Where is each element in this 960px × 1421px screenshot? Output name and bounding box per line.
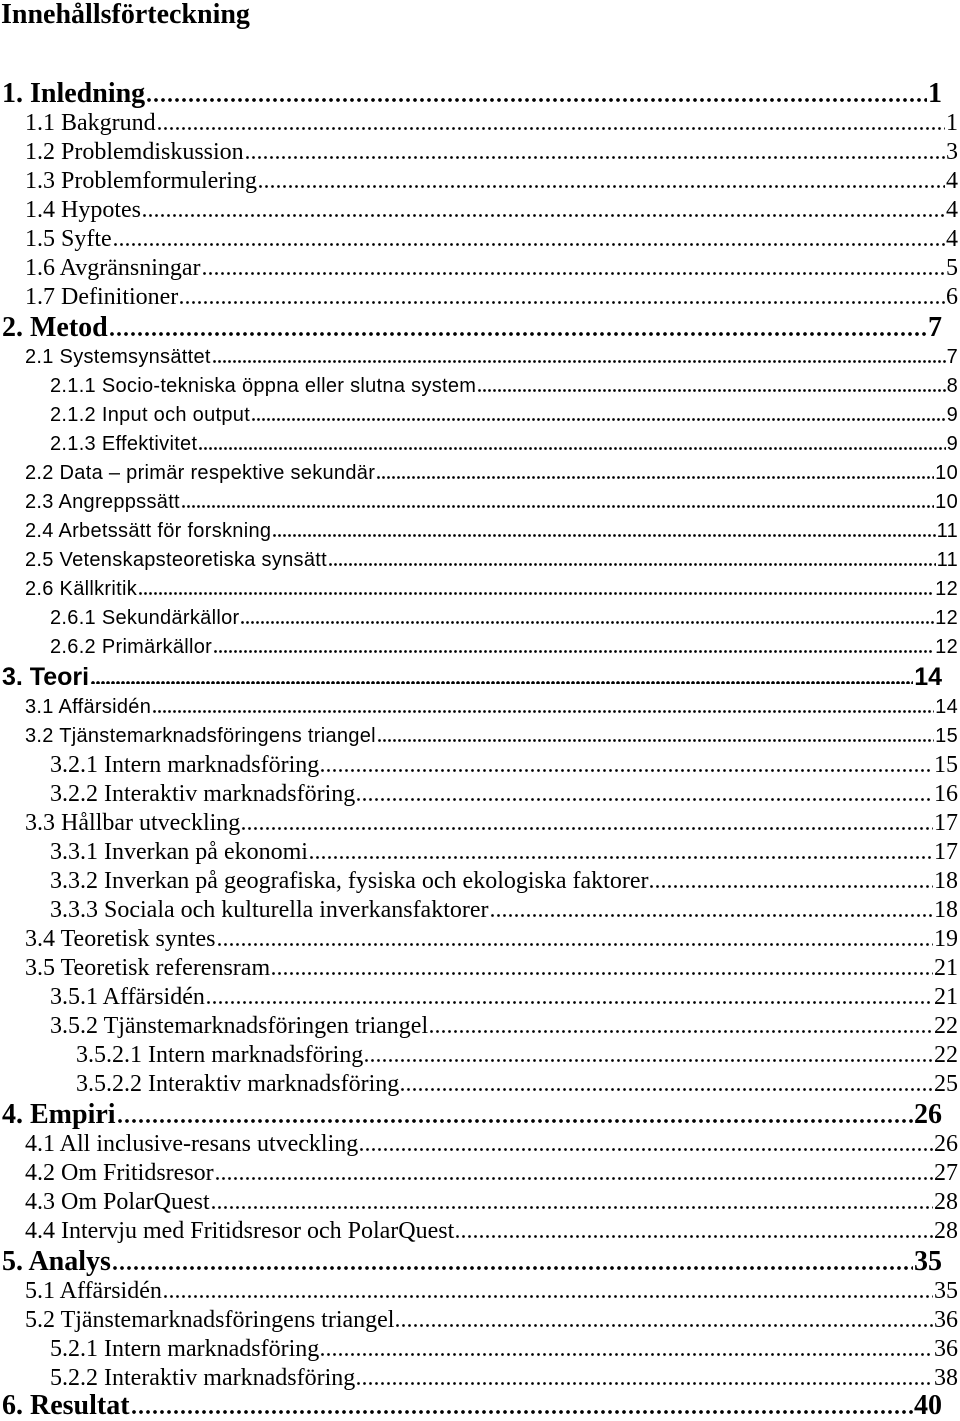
toc-entry-page-number: 4 xyxy=(946,225,958,252)
toc-entry-title: 2.6 Källkritik xyxy=(25,577,138,600)
dot-leader xyxy=(218,943,933,946)
toc-entry xyxy=(0,575,960,604)
toc-entry xyxy=(0,430,960,459)
dot-leader xyxy=(478,389,945,392)
toc-entry-title: 1. Inledning xyxy=(2,77,146,109)
toc-entry-page-number: 7 xyxy=(946,345,958,368)
toc-entry-page-number: 12 xyxy=(935,606,958,629)
dot-leader xyxy=(242,827,933,830)
dot-leader xyxy=(377,476,934,479)
toc-entry-page-number: 10 xyxy=(935,490,958,513)
dot-leader xyxy=(321,1353,933,1356)
toc-entry-title: 6. Resultat xyxy=(2,1389,130,1421)
dot-leader xyxy=(491,914,933,917)
dot-leader xyxy=(147,98,927,102)
toc-entry xyxy=(0,1217,960,1246)
toc-chapter-entry xyxy=(0,1389,960,1421)
dot-leader xyxy=(199,447,945,450)
toc-entry-title: 4.3 Om PolarQuest xyxy=(25,1188,210,1215)
toc-entry-title: 2.2 Data – primär respektive sekundär xyxy=(25,461,376,484)
toc-entry-title: 3.3.1 Inverkan på ekonomi xyxy=(50,838,308,865)
toc-entry-page-number: 28 xyxy=(934,1217,958,1244)
dot-leader xyxy=(365,1059,933,1062)
toc-entry xyxy=(0,517,960,546)
toc-entry-title: 3.4 Teoretisk syntes xyxy=(25,925,216,952)
toc-entry xyxy=(0,225,960,254)
toc-entry-title: 3.1 Affärsidén xyxy=(25,695,152,718)
dot-leader xyxy=(246,156,945,159)
toc-entry-page-number: 11 xyxy=(936,519,958,542)
toc-entry-title: 1.7 Definitioner xyxy=(25,283,179,310)
toc-entry-page-number: 9 xyxy=(946,403,958,426)
toc-entry-page-number: 26 xyxy=(934,1130,958,1157)
toc-entry xyxy=(0,254,960,283)
toc-entry-title: 4.4 Intervju med Fritidsresor och PolarQuest xyxy=(25,1217,455,1244)
toc-entry xyxy=(0,954,960,983)
toc-entry xyxy=(0,488,960,517)
toc-chapter-entry xyxy=(0,1099,960,1130)
dot-leader xyxy=(396,1324,933,1327)
toc-entry-title: 2.6.1 Sekundärkällor xyxy=(50,606,240,629)
toc-entry-title: 3.3 Hållbar utveckling xyxy=(25,809,241,836)
toc-entry-page-number: 18 xyxy=(934,896,958,923)
dot-leader xyxy=(456,1235,933,1238)
toc-entry-page-number: 6 xyxy=(946,283,958,310)
toc-entry-title: 3.3.2 Inverkan på geografiska, fysiska och ekologiska faktorer xyxy=(50,867,649,894)
dot-leader xyxy=(214,650,934,653)
toc-entry-page-number: 8 xyxy=(946,374,958,397)
toc-entry xyxy=(0,809,960,838)
toc-chapter-entry xyxy=(0,1246,960,1277)
dot-leader xyxy=(158,127,945,130)
toc-entry xyxy=(0,1070,960,1099)
toc-entry-page-number: 16 xyxy=(934,780,958,807)
toc-entry-title: 3.5.2.2 Interaktiv marknadsföring xyxy=(76,1070,400,1097)
toc-entry-page-number: 22 xyxy=(934,1041,958,1068)
toc-entry-page-number: 26 xyxy=(914,1098,942,1130)
toc-entry-page-number: 35 xyxy=(934,1277,958,1304)
toc-entry-title: 5.1 Affärsidén xyxy=(25,1277,162,1304)
toc-entry-page-number: 35 xyxy=(914,1245,942,1277)
toc-entry xyxy=(0,983,960,1012)
toc-entry-page-number: 38 xyxy=(934,1364,958,1391)
toc-entry xyxy=(0,604,960,633)
toc-entry xyxy=(0,196,960,225)
dot-leader xyxy=(207,1001,933,1004)
toc-entry-page-number: 4 xyxy=(946,167,958,194)
toc-entry xyxy=(0,1364,960,1393)
toc-entry-title: 3.5 Teoretisk referensram xyxy=(25,954,271,981)
toc-entry xyxy=(0,925,960,954)
toc-entry-page-number: 21 xyxy=(934,983,958,1010)
toc-entry xyxy=(0,751,960,780)
dot-leader xyxy=(212,1206,933,1209)
toc-entry xyxy=(0,1041,960,1070)
toc-entry-page-number: 22 xyxy=(934,1012,958,1039)
dot-leader xyxy=(203,272,945,275)
toc-entry-title: 4.2 Om Fritidsresor xyxy=(25,1159,214,1186)
toc-entry-page-number: 15 xyxy=(935,724,958,747)
toc-entry-title: 3.2.1 Intern marknadsföring xyxy=(50,751,320,778)
toc-entry xyxy=(0,372,960,401)
toc-entry xyxy=(0,283,960,312)
toc-title: Innehållsförteckning xyxy=(1,0,250,30)
toc-entry xyxy=(0,343,960,372)
toc-entry-page-number: 14 xyxy=(914,662,942,691)
toc-entry-title: 2. Metod xyxy=(2,311,108,343)
toc-entry xyxy=(0,401,960,430)
dot-leader xyxy=(401,1088,933,1091)
toc-entry-title: 3. Teori xyxy=(2,662,90,691)
dot-leader xyxy=(139,592,934,595)
toc-entry-page-number: 11 xyxy=(936,548,958,571)
toc-entry-title: 2.1.2 Input och output xyxy=(50,403,251,426)
dot-leader xyxy=(357,798,933,801)
toc-entry-title: 2.5 Vetenskapsteoretiska synsätt xyxy=(25,548,327,571)
toc-entry-title: 5.2 Tjänstemarknadsföringens triangel xyxy=(25,1306,395,1333)
toc-entry-title: 1.6 Avgränsningar xyxy=(25,254,201,281)
toc-entry-page-number: 5 xyxy=(946,254,958,281)
toc-entry-page-number: 3 xyxy=(946,138,958,165)
toc-entry xyxy=(0,722,960,751)
dot-leader xyxy=(273,534,935,537)
toc-entry-title: 3.2 Tjänstemarknadsföringens triangel xyxy=(25,724,376,747)
toc-entry xyxy=(0,867,960,896)
toc-entry xyxy=(0,838,960,867)
toc-entry xyxy=(0,1188,960,1217)
dot-leader xyxy=(213,360,946,363)
toc-entry xyxy=(0,1277,960,1306)
toc-entry-title: 2.6.2 Primärkällor xyxy=(50,635,213,658)
toc-entry xyxy=(0,896,960,925)
toc-entry-title: 2.1.3 Effektivitet xyxy=(50,432,198,455)
toc-entry-title: 4.1 All inclusive-resans utveckling xyxy=(25,1130,359,1157)
toc-entry-page-number: 40 xyxy=(914,1389,942,1421)
toc-entry-page-number: 7 xyxy=(928,311,942,343)
dot-leader xyxy=(118,1119,913,1123)
toc-entry-title: 5.2.2 Interaktiv marknadsföring xyxy=(50,1364,356,1391)
toc-entry-page-number: 15 xyxy=(934,751,958,778)
toc-entry-title: 1.4 Hypotes xyxy=(25,196,141,223)
toc-entry-title: 2.4 Arbetssätt för forskning xyxy=(25,519,272,542)
dot-leader xyxy=(310,856,933,859)
toc-entry-page-number: 4 xyxy=(946,196,958,223)
dot-leader xyxy=(378,739,934,742)
dot-leader xyxy=(110,332,927,336)
toc-entry-title: 2.1 Systemsynsättet xyxy=(25,345,211,368)
toc-entry-page-number: 27 xyxy=(934,1159,958,1186)
toc-chapter-entry xyxy=(0,312,960,343)
dot-leader xyxy=(114,243,945,246)
toc-entry xyxy=(0,693,960,722)
toc-entry-page-number: 14 xyxy=(935,695,958,718)
dot-leader xyxy=(91,681,913,685)
toc-entry-page-number: 1 xyxy=(946,109,958,136)
toc-entry-title: 3.3.3 Sociala och kulturella inverkansfaktorer xyxy=(50,896,489,923)
toc-entry-title: 3.5.2 Tjänstemarknadsföringen triangel xyxy=(50,1012,429,1039)
toc-entry-title: 3.5.2.1 Intern marknadsföring xyxy=(76,1041,364,1068)
toc-entry-title: 5. Analys xyxy=(2,1245,111,1277)
toc-entry-page-number: 18 xyxy=(934,867,958,894)
toc-entry-title: 1.5 Syfte xyxy=(25,225,112,252)
dot-leader xyxy=(650,885,933,888)
toc-entry-title: 1.1 Bakgrund xyxy=(25,109,156,136)
table-of-contents xyxy=(0,77,960,1421)
toc-entry-title: 2.3 Angreppssätt xyxy=(25,490,180,513)
dot-leader xyxy=(241,621,934,624)
dot-leader xyxy=(153,710,934,713)
toc-entry-page-number: 17 xyxy=(934,809,958,836)
dot-leader xyxy=(272,972,933,975)
toc-entry xyxy=(0,1012,960,1041)
toc-chapter-entry xyxy=(0,662,960,693)
toc-entry xyxy=(0,1159,960,1188)
toc-entry xyxy=(0,1335,960,1364)
toc-entry xyxy=(0,546,960,575)
toc-entry-page-number: 12 xyxy=(935,635,958,658)
dot-leader xyxy=(360,1148,933,1151)
dot-leader xyxy=(143,214,945,217)
dot-leader xyxy=(252,418,945,421)
dot-leader xyxy=(180,301,945,304)
toc-entry-page-number: 21 xyxy=(934,954,958,981)
toc-entry xyxy=(0,1130,960,1159)
dot-leader xyxy=(259,185,945,188)
toc-entry-page-number: 1 xyxy=(928,77,942,109)
toc-entry-page-number: 36 xyxy=(934,1306,958,1333)
dot-leader xyxy=(216,1177,933,1180)
dot-leader xyxy=(164,1295,933,1298)
toc-entry-page-number: 36 xyxy=(934,1335,958,1362)
toc-chapter-entry xyxy=(0,78,960,109)
toc-entry-page-number: 17 xyxy=(934,838,958,865)
toc-entry xyxy=(0,459,960,488)
toc-entry xyxy=(0,167,960,196)
dot-leader xyxy=(132,1410,913,1414)
dot-leader xyxy=(113,1266,913,1270)
toc-entry-title: 5.2.1 Intern marknadsföring xyxy=(50,1335,320,1362)
toc-entry-title: 3.5.1 Affärsidén xyxy=(50,983,205,1010)
toc-entry-page-number: 28 xyxy=(934,1188,958,1215)
toc-entry-title: 1.2 Problemdiskussion xyxy=(25,138,244,165)
toc-entry xyxy=(0,633,960,662)
toc-entry xyxy=(0,138,960,167)
toc-entry xyxy=(0,1306,960,1335)
toc-entry-page-number: 19 xyxy=(934,925,958,952)
dot-leader xyxy=(329,563,936,566)
dot-leader xyxy=(357,1382,933,1385)
toc-entry-title: 2.1.1 Socio-tekniska öppna eller slutna system xyxy=(50,374,477,397)
toc-entry-title: 1.3 Problemformulering xyxy=(25,167,257,194)
toc-entry-title: 4. Empiri xyxy=(2,1098,116,1130)
toc-entry-page-number: 10 xyxy=(935,461,958,484)
toc-entry-title: 3.2.2 Interaktiv marknadsföring xyxy=(50,780,356,807)
dot-leader xyxy=(321,769,933,772)
dot-leader xyxy=(430,1030,933,1033)
toc-entry xyxy=(0,109,960,138)
toc-entry-page-number: 12 xyxy=(935,577,958,600)
toc-entry xyxy=(0,780,960,809)
toc-entry-page-number: 9 xyxy=(946,432,958,455)
toc-entry-page-number: 25 xyxy=(934,1070,958,1097)
dot-leader xyxy=(182,505,934,508)
